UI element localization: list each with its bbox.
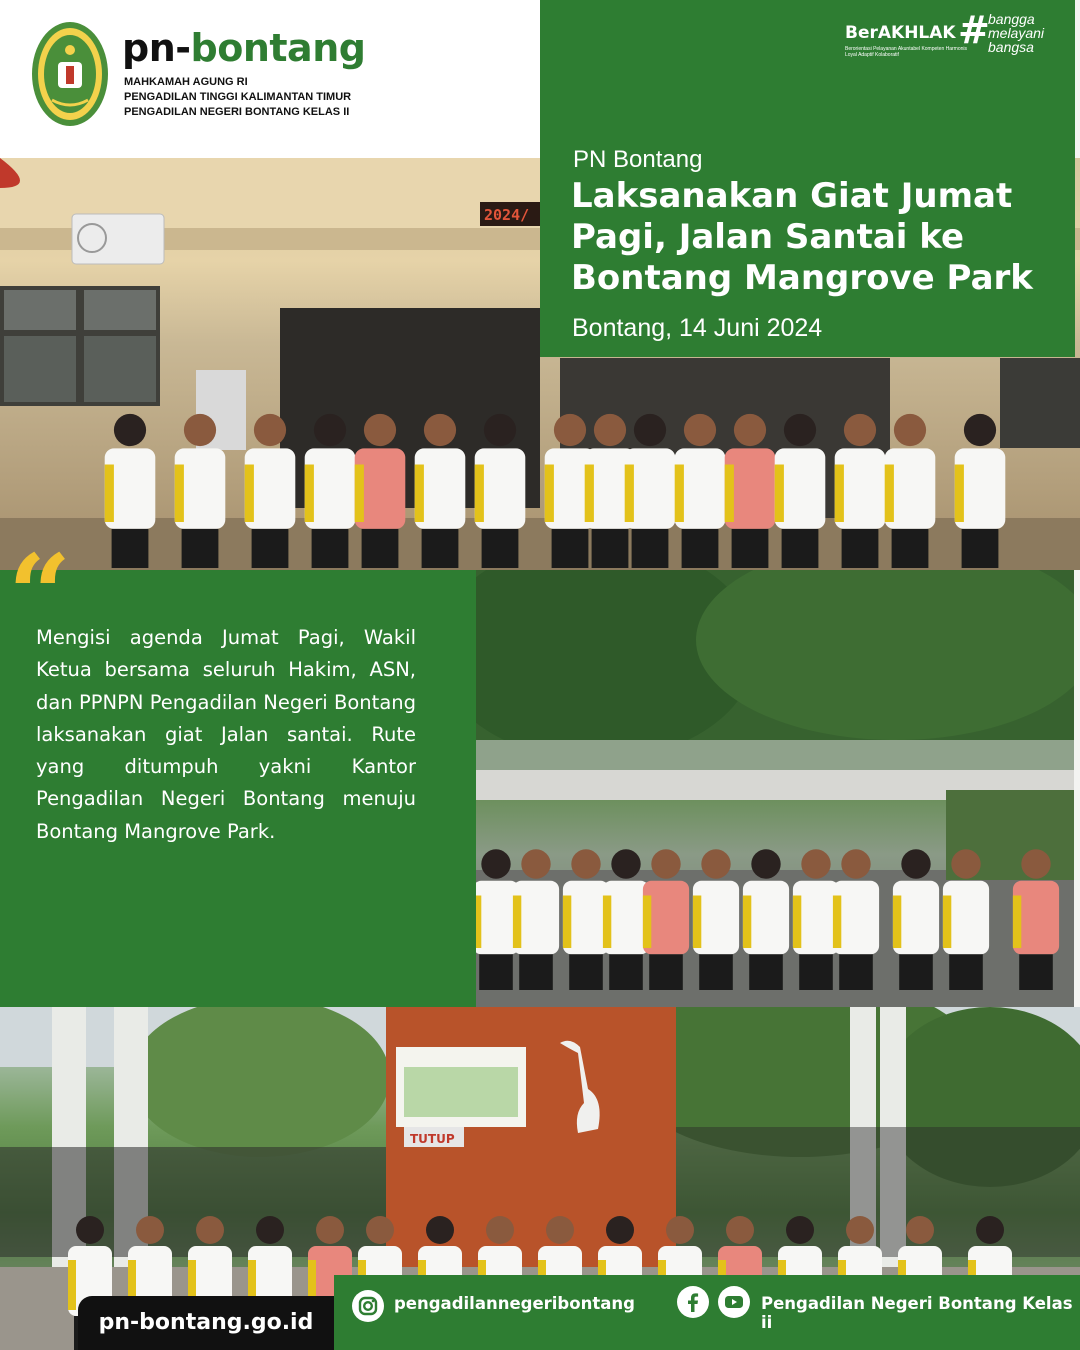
facebook-youtube-name[interactable]: Pengadilan Negeri Bontang Kelas ii (761, 1294, 1073, 1332)
website-link[interactable]: pn-bontang.go.id (98, 1310, 314, 1335)
institution-line-3: PENGADILAN NEGERI BONTANG KELAS II (124, 106, 350, 118)
institution-line-2: PENGADILAN TINGGI KALIMANTAN TIMUR (124, 91, 352, 103)
instagram-handle[interactable]: pengadilannegeribontang (394, 1294, 635, 1313)
berakhlak-logo: BerAKHLAK (845, 23, 956, 43)
facebook-icon[interactable] (677, 1286, 709, 1318)
brand-prefix: pn- (122, 26, 191, 70)
brand-suffix: bontang (190, 26, 366, 70)
berakhlak-tagline: Berorientasi Pelayanan Akuntabel Kompeten Harmonis Loyal Adaptif Kolaboratif (845, 46, 968, 58)
slogan-line-1: bangga (988, 11, 1035, 27)
walking-photo (476, 570, 1074, 1007)
article-body: Mengisi agenda Jumat Pagi, Wakil Ketua bersama seluruh Hakim, ASN, dan PPNPN Pengadilan Negeri Bontang laksanakan giat Jalan santai. Rute yang ditumpuh yakni Kantor Pengadilan Negeri Bontang menuju Bontang Mangrove Park. (36, 626, 416, 843)
youtube-icon[interactable] (718, 1286, 750, 1318)
gate-sign-text: TUTUP (410, 1132, 455, 1146)
hashtag-icon: # (958, 8, 990, 52)
quote-icon: “ (8, 530, 72, 659)
court-emblem-icon (30, 20, 110, 128)
institution-line-1: MAHKAMAH AGUNG RI (124, 76, 248, 88)
article-title: Laksanakan Giat Jumat Pagi, Jalan Santai ke Bontang Mangrove Park (571, 176, 1033, 298)
instagram-icon[interactable] (352, 1290, 384, 1322)
person (105, 414, 156, 568)
article-kicker: PN Bontang (573, 146, 703, 173)
led-screen-text: 2024/ (484, 206, 530, 224)
walking-photo-illustration (476, 570, 1074, 1007)
slogan-line-3: bangsa (988, 39, 1034, 55)
slogan (988, 12, 1044, 54)
person (955, 414, 1006, 568)
person (885, 414, 936, 568)
brand-name (122, 26, 365, 70)
article-date: Bontang, 14 Juni 2024 (572, 314, 823, 342)
slogan-line-2: melayani (988, 25, 1045, 41)
